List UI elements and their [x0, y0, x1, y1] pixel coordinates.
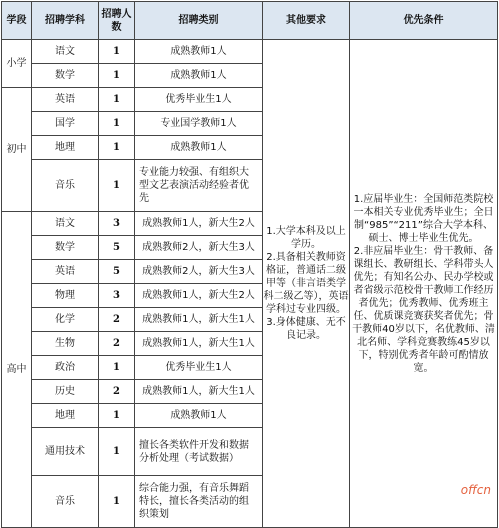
- count-cell: 1: [99, 476, 135, 528]
- header-preferred: 优先条件: [350, 2, 498, 40]
- header-row: [2, 2, 498, 40]
- subject-cell: 数学: [32, 64, 99, 88]
- subject-cell: 化学: [32, 308, 99, 332]
- subject-cell: 数学: [32, 236, 99, 260]
- school-level-cell: 小学: [2, 40, 32, 88]
- subject-cell: 政治: [32, 356, 99, 380]
- category-cell: 综合能力强，有音乐舞蹈特长，擅长各类活动的组织策划: [135, 476, 263, 528]
- header-school: 学段: [2, 2, 32, 40]
- header-count: 招聘人数: [99, 2, 135, 40]
- count-cell: 1: [99, 40, 135, 64]
- subject-cell: 物理: [32, 284, 99, 308]
- count-cell: 1: [99, 404, 135, 428]
- count-cell: 5: [99, 260, 135, 284]
- subject-cell: 英语: [32, 88, 99, 112]
- subject-cell: 语文: [32, 212, 99, 236]
- count-cell: 1: [99, 64, 135, 88]
- subject-cell: 地理: [32, 404, 99, 428]
- recruitment-table: [1, 1, 498, 528]
- category-cell: 擅长各类软件开发和数据分析处理（考试数据）: [135, 428, 263, 476]
- category-cell: 成熟教师1人: [135, 64, 263, 88]
- count-cell: 1: [99, 136, 135, 160]
- category-cell: 优秀毕业生1人: [135, 88, 263, 112]
- category-cell: 优秀毕业生1人: [135, 356, 263, 380]
- count-cell: 1: [99, 112, 135, 136]
- category-cell: 成熟教师1人，新大生2人: [135, 212, 263, 236]
- school-level-cell: 高中: [2, 212, 32, 528]
- category-cell: 成熟教师2人，新大生3人: [135, 236, 263, 260]
- category-cell: 成熟教师1人: [135, 40, 263, 64]
- count-cell: 1: [99, 160, 135, 212]
- subject-cell: 历史: [32, 380, 99, 404]
- category-cell: 成熟教师2人，新大生3人: [135, 260, 263, 284]
- subject-cell: 英语: [32, 260, 99, 284]
- header-requirements: 其他要求: [263, 2, 350, 40]
- subject-cell: 语文: [32, 40, 99, 64]
- preferred-cell: 1.应届毕业生：全国师范类院校一本相关专业优秀毕业生；全日制“985”“211”综合大学本科、硕士、博士毕业生优先。 2.非应届毕业生：骨干教师、备课组长、教研组长、学科带头人优先；有知名公办、民办学校或者省级示范校骨干教师工作经历者优先；优秀教师、优秀班主任、优质课竞赛获奖者优先；骨干教师40岁以下，名优教师、清北名师、学科竞赛教练45岁以下，特别优秀者年龄可酌情放宽。: [350, 40, 498, 528]
- count-cell: 1: [99, 88, 135, 112]
- category-cell: 成熟教师1人: [135, 136, 263, 160]
- count-cell: 1: [99, 356, 135, 380]
- subject-cell: 音乐: [32, 476, 99, 528]
- count-cell: 2: [99, 308, 135, 332]
- category-cell: 成熟教师1人，新大生1人: [135, 380, 263, 404]
- category-cell: 成熟教师1人，新大生1人: [135, 332, 263, 356]
- table-row: [2, 40, 498, 64]
- subject-cell: 生物: [32, 332, 99, 356]
- watermark-logo: offcn: [460, 483, 491, 497]
- count-cell: 3: [99, 212, 135, 236]
- count-cell: 1: [99, 428, 135, 476]
- count-cell: 2: [99, 332, 135, 356]
- category-cell: 专业国学教师1人: [135, 112, 263, 136]
- requirements-cell: 1.大学本科及以上学历。 2.具备相关教师资格证，普通话二级甲等（非言语类学科二级乙等），英语学科过专业四级。 3.身体健康、无不良记录。: [263, 40, 350, 528]
- subject-cell: 通用技术: [32, 428, 99, 476]
- header-subject: 招聘学科: [32, 2, 99, 40]
- subject-cell: 地理: [32, 136, 99, 160]
- header-category: 招聘类别: [135, 2, 263, 40]
- category-cell: 成熟教师1人，新大生2人: [135, 284, 263, 308]
- school-level-cell: 初中: [2, 88, 32, 212]
- category-cell: 成熟教师1人: [135, 404, 263, 428]
- subject-cell: 音乐: [32, 160, 99, 212]
- category-cell: 专业能力较强、有组织大型文艺表演活动经验者优先: [135, 160, 263, 212]
- count-cell: 2: [99, 380, 135, 404]
- category-cell: 成熟教师1人，新大生1人: [135, 308, 263, 332]
- count-cell: 3: [99, 284, 135, 308]
- subject-cell: 国学: [32, 112, 99, 136]
- count-cell: 5: [99, 236, 135, 260]
